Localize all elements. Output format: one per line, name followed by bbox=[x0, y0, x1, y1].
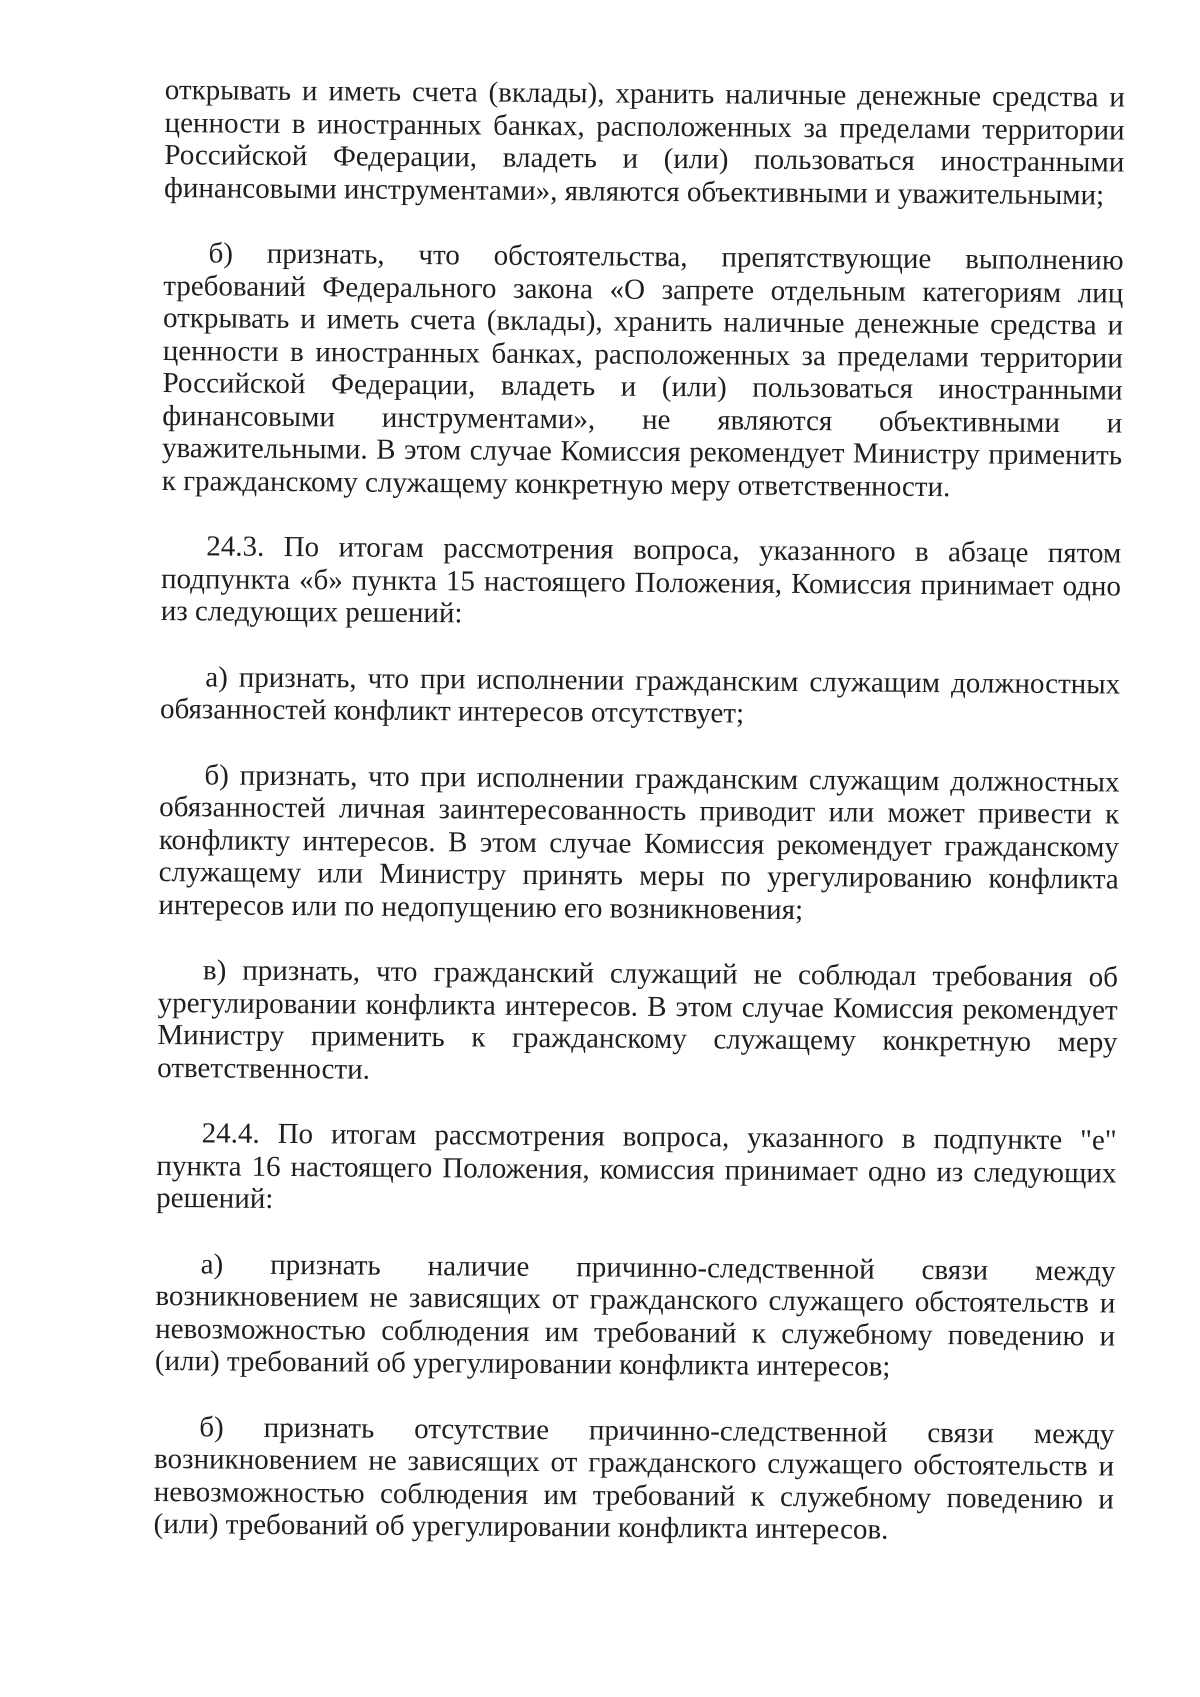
text-line: конфликту интересов. В этом случае Комиссия рекомендует гражданскому bbox=[158, 823, 1120, 864]
text-line: Российской Федерации, владеть и (или) пользоваться иностранными bbox=[162, 366, 1123, 407]
text-line: ценности в иностранных банках, расположенных за пределами территории bbox=[164, 106, 1125, 147]
text-line: (или) требований об урегулировании конфликта интересов. bbox=[153, 1507, 889, 1546]
text-line: интересов или по недопущению его возникновения; bbox=[158, 888, 804, 926]
text-line: урегулировании конфликта интересов. В этом случае Комиссия рекомендует bbox=[157, 986, 1118, 1027]
paragraph-24-3 bbox=[161, 530, 1122, 635]
text-line: в) признать, что гражданский служащий не соблюдал требования об bbox=[202, 954, 1119, 994]
text-line: ценности в иностранных банках, расположенных за пределами территории bbox=[162, 334, 1123, 375]
paragraph-24-3-a bbox=[160, 660, 1120, 733]
text-line: решений: bbox=[156, 1181, 274, 1215]
text-line: Министру применить к гражданскому служащему конкретную меру bbox=[157, 1018, 1118, 1059]
paragraph-item-b-not-objective bbox=[162, 237, 1124, 505]
text-line: а) признать наличие причинно-следственной связи между bbox=[200, 1247, 1116, 1288]
text-line: ответственности. bbox=[157, 1051, 371, 1086]
text-line: открывать и иметь счета (вклады), хранить наличные денежные средства и bbox=[162, 301, 1124, 342]
paragraph-24-3-b bbox=[158, 758, 1119, 928]
text-line: финансовыми инструментами», не являются объективными и bbox=[162, 399, 1123, 440]
text-line: возникновением не зависящих от гражданского служащего обстоятельств и bbox=[155, 1279, 1116, 1320]
text-line: обязанностей личная заинтересованность приводит или может привести к bbox=[159, 790, 1120, 831]
text-line: возникновением не зависящих от гражданского служащего обстоятельств и bbox=[153, 1442, 1115, 1483]
paragraph-24-4-b bbox=[153, 1410, 1114, 1548]
text-line: б) признать, что при исполнении гражданским служащим должностных bbox=[204, 758, 1120, 799]
text-line: невозможностью соблюдения им требований к служебному поведению и bbox=[153, 1475, 1114, 1515]
text-line: обязанностей конфликт интересов отсутствует; bbox=[159, 692, 745, 730]
text-line: невозможностью соблюдения им требований к служебному поведению и bbox=[155, 1312, 1116, 1353]
text-line: открывать и иметь счета (вклады), хранить наличные денежные средства и bbox=[164, 74, 1125, 114]
text-line: требований Федерального закона «О запрете отдельным категориям лиц bbox=[163, 269, 1124, 310]
paragraph-24-4-a bbox=[155, 1247, 1116, 1385]
text-line: а) признать, что при исполнении гражданским служащим должностных bbox=[205, 660, 1121, 701]
text-line: б) признать, что обстоятельства, препятствующие выполнению bbox=[208, 237, 1124, 277]
text-line: к гражданскому служащему конкретную меру ответственности. bbox=[161, 464, 951, 503]
text-line: (или) требований об урегулировании конфликта интересов; bbox=[154, 1344, 891, 1383]
text-line: финансовыми инструментами», являются объективными и уважительными; bbox=[163, 171, 1105, 211]
document-body bbox=[153, 74, 1125, 1581]
text-line: служащему или Министру принять меры по урегулированию конфликта bbox=[158, 855, 1119, 896]
paragraph-24-4 bbox=[156, 1117, 1117, 1222]
text-line: пункта 16 настоящего Положения, комиссия принимает одно из следующих bbox=[156, 1149, 1117, 1190]
text-line: 24.3. По итогам рассмотрения вопроса, указанного в абзаце пятом bbox=[206, 530, 1122, 570]
paragraph-24-3-v bbox=[157, 954, 1118, 1092]
text-line: б) признать отсутствие причинно-следственной связи между bbox=[199, 1410, 1115, 1450]
text-line: из следующих решений: bbox=[160, 594, 463, 630]
text-line: Российской Федерации, владеть и (или) пользоваться иностранными bbox=[164, 138, 1125, 179]
text-line: подпункта «б» пункта 15 настоящего Положения, Комиссия принимает одно bbox=[160, 562, 1122, 603]
text-line: уважительными. В этом случае Комиссия рекомендует Министру применить bbox=[161, 431, 1123, 472]
text-line: 24.4. По итогам рассмотрения вопроса, указанного в подпункте "е" bbox=[201, 1117, 1117, 1157]
paragraph-continuation bbox=[164, 74, 1125, 212]
